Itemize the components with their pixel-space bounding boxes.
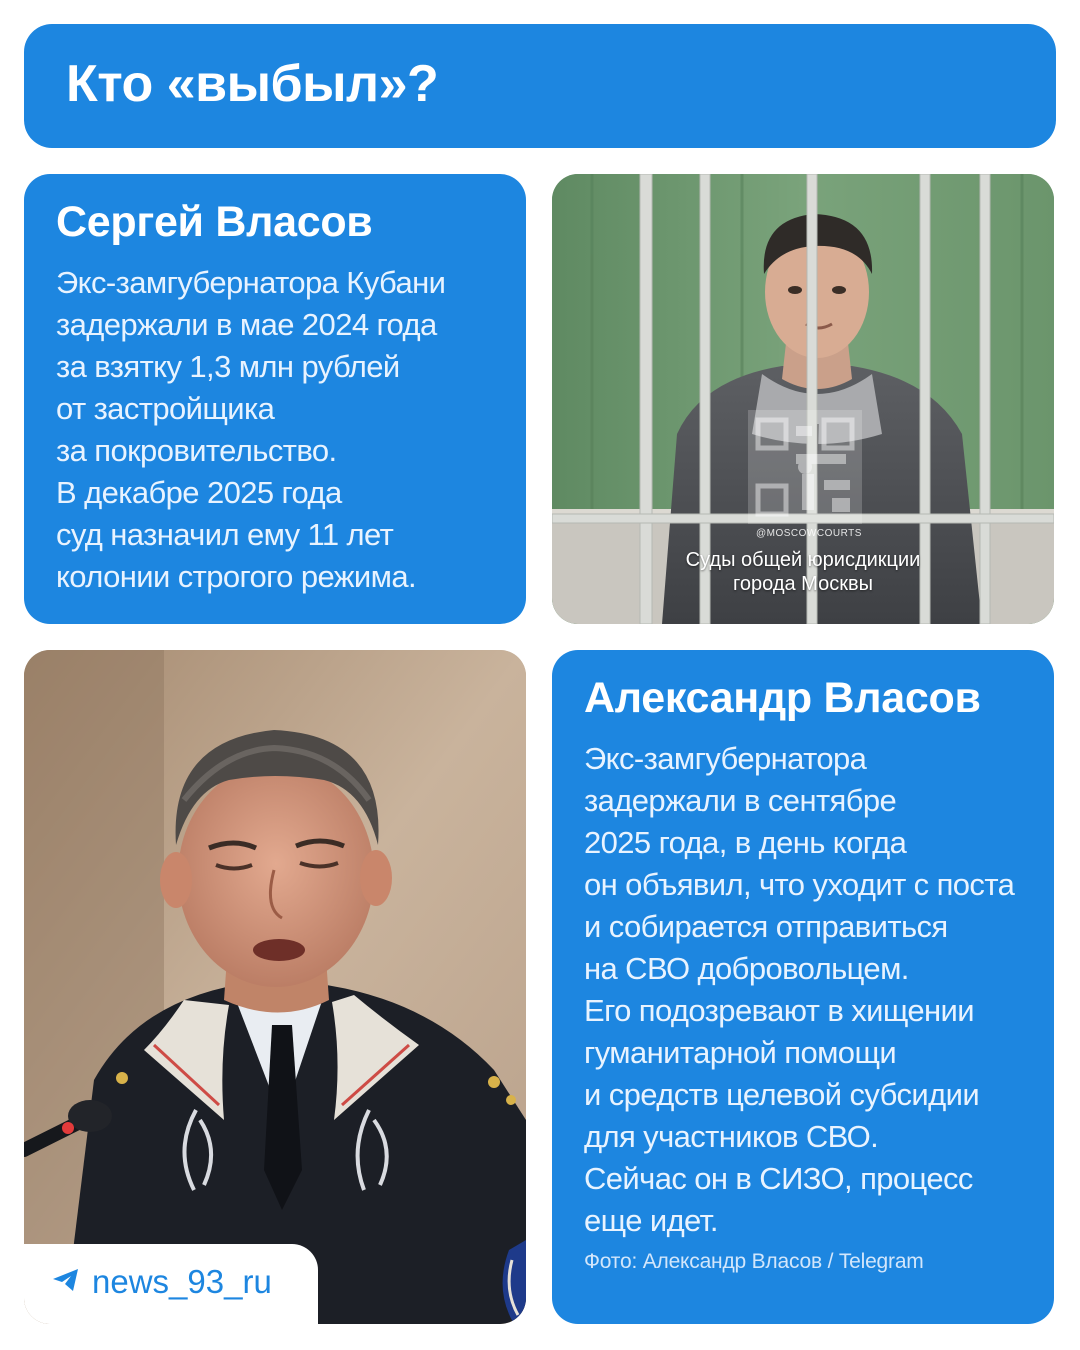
description-line: за покровительство. [56, 433, 337, 468]
description-line: Экс-замгубернатора [584, 741, 867, 776]
description-line: задержали в сентябре [584, 783, 897, 818]
photo-credit: Фото: Александр Власов / Telegram [584, 1250, 924, 1273]
person-name: Александр Власов [584, 674, 981, 722]
description-line: Сейчас он в СИЗО, процесс [584, 1161, 973, 1196]
description-line: колонии строгого режима. [56, 559, 416, 594]
telegram-icon [52, 1268, 80, 1292]
description-line: для участников СВО. [584, 1119, 879, 1154]
person-name: Сергей Власов [56, 198, 373, 246]
channel-handle[interactable]: news_93_ru [92, 1263, 272, 1300]
description-line: и собирается отправиться [584, 909, 948, 944]
description-line: В декабре 2025 года [56, 475, 342, 510]
description-line: от застройщика [56, 391, 275, 426]
person-card-sergey [24, 174, 526, 624]
photo-alexander-officer [24, 650, 526, 1324]
qr-watermark [748, 410, 862, 524]
watermark-handle: @MOSCOWCOURTS [756, 528, 862, 539]
description-line: Экс-замгубернатора Кубани [56, 265, 446, 300]
watermark-caption [652, 548, 954, 596]
header-banner [24, 24, 1056, 148]
person-card-alexander [552, 650, 1054, 1324]
description-line: он объявил, что уходит с поста [584, 867, 1015, 902]
description-line: Его подозревают в хищении [584, 993, 974, 1028]
page-title: Кто «выбыл»? [66, 55, 439, 113]
watermark-line: города Москвы [733, 573, 873, 595]
description-line: еще идет. [584, 1203, 718, 1238]
description-line: задержали в мае 2024 года [56, 307, 437, 342]
description-line: на СВО добровольцем. [584, 951, 909, 986]
person-description [56, 262, 445, 598]
description-line: суд назначил ему 11 лет [56, 517, 394, 552]
description-line: и средств целевой субсидии [584, 1077, 980, 1112]
person-description [584, 738, 1014, 1242]
officer-photo-illustration [24, 650, 526, 1324]
description-line: за взятку 1,3 млн рублей [56, 349, 400, 384]
description-line: гуманитарной помощи [584, 1035, 897, 1070]
watermark-line: Суды общей юрисдикции [685, 549, 921, 571]
photo-sergey-court [552, 174, 1054, 624]
description-line: 2025 года, в день когда [584, 825, 907, 860]
channel-tag[interactable] [24, 1244, 318, 1324]
